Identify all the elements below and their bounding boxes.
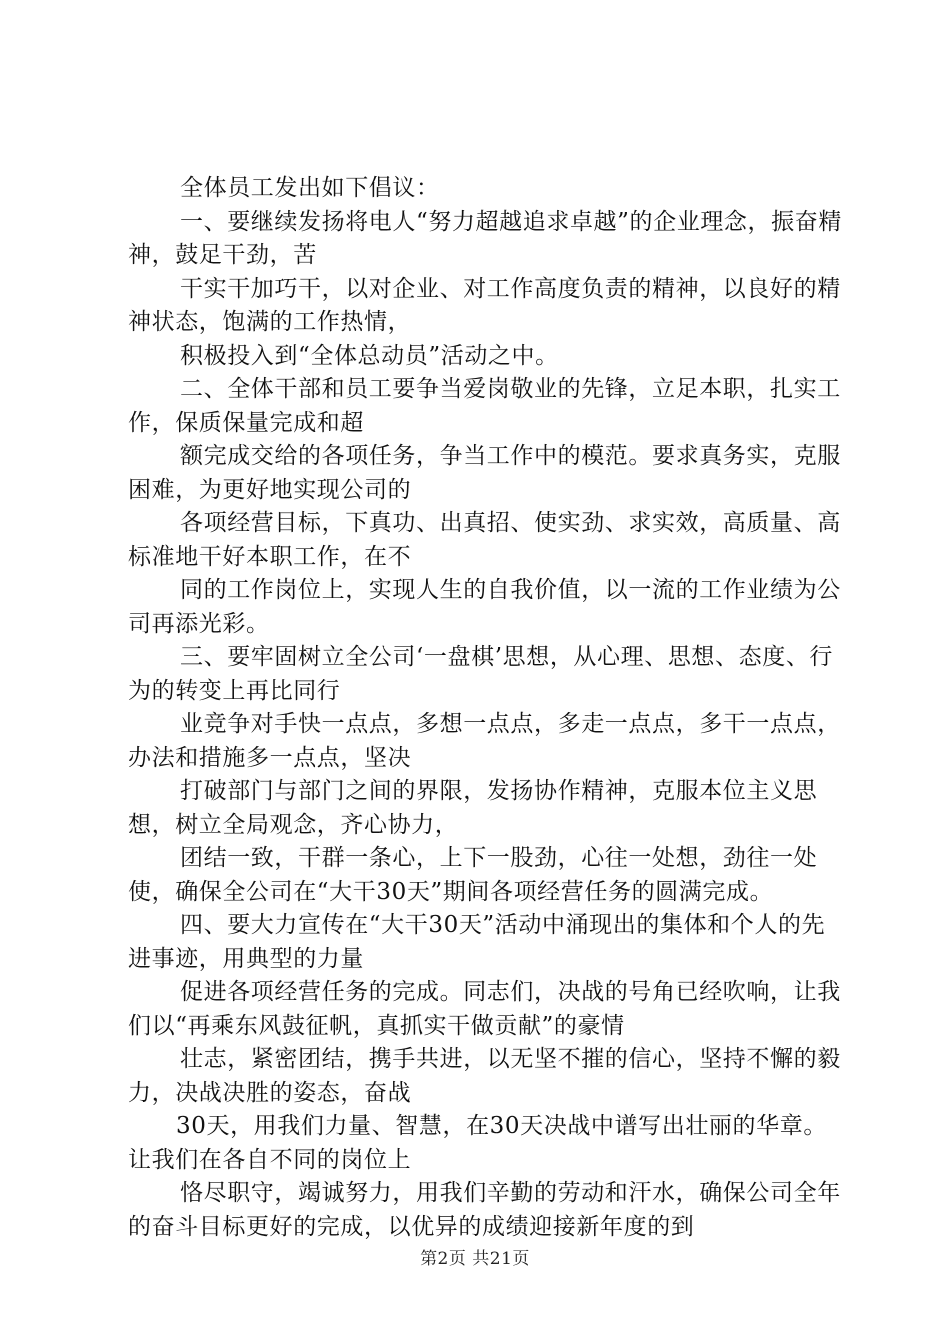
paragraph: 打破部门与部门之间的界限，发扬协作精神，克服本位主义思想，树立全局观念，齐心协力， bbox=[128, 778, 818, 838]
paragraph: 三、要牢固树立全公司‘一盘棋’思想，从心理、思想、态度、行为的转变上再比同行 bbox=[128, 644, 834, 704]
paragraph: 各项经营目标，下真功、出真招、使实劲、求实效，高质量、高标准地干好本职工作，在不 bbox=[128, 510, 841, 570]
paragraph: 一、要继续发扬将电人“努力超越追求卓越”的企业理念，振奋精神，鼓足干劲，苦 bbox=[128, 208, 842, 268]
paragraph: 额完成交给的各项任务，争当工作中的模范。要求真务实，克服困难，为更好地实现公司的 bbox=[128, 443, 841, 503]
document-body bbox=[128, 172, 843, 1244]
paragraph: 恪尽职守，竭诚努力，用我们辛勤的劳动和汗水，确保公司全年的奋斗目标更好的完成，以优异的成绩迎接新年度的到 bbox=[128, 1180, 841, 1240]
paragraph: 壮志，紧密团结，携手共进，以无坚不摧的信心，坚持不懈的毅力，决战决胜的姿态，奋战 bbox=[128, 1046, 841, 1106]
page-number-footer: 第2页 共21页 bbox=[420, 1249, 530, 1269]
paragraph: 团结一致，干群一条心，上下一股劲，心往一处想，劲往一处使，确保全公司在“大干30天”期间各项经营任务的圆满完成。 bbox=[128, 845, 818, 905]
paragraph: 二、全体干部和员工要争当爱岗敬业的先锋，立足本职，扎实工作，保质保量完成和超 bbox=[128, 376, 841, 436]
paragraph: 业竞争对手快一点点，多想一点点，多走一点点，多干一点点，办法和措施多一点点，坚决 bbox=[128, 711, 841, 771]
paragraph: 全体员工发出如下倡议： bbox=[180, 175, 440, 201]
paragraph: 促进各项经营任务的完成。同志们，决战的号角已经吹响，让我们以“再乘东风鼓征帆，真抓实干做贡献”的豪情 bbox=[128, 979, 841, 1039]
paragraph: 30天，用我们力量、智慧，在30天决战中谱写出壮丽的华章。让我们在各自不同的岗位上 bbox=[128, 1113, 827, 1173]
paragraph: 积极投入到“全体总动员”活动之中。 bbox=[180, 342, 559, 369]
paragraph: 四、要大力宣传在“大干30天”活动中涌现出的集体和个人的先进事迹，用典型的力量 bbox=[128, 912, 826, 972]
paragraph: 干实干加巧干，以对企业、对工作高度负责的精神，以良好的精神状态，饱满的工作热情， bbox=[128, 275, 841, 335]
paragraph: 同的工作岗位上，实现人生的自我价值，以一流的工作业绩为公司再添光彩。 bbox=[128, 577, 841, 637]
